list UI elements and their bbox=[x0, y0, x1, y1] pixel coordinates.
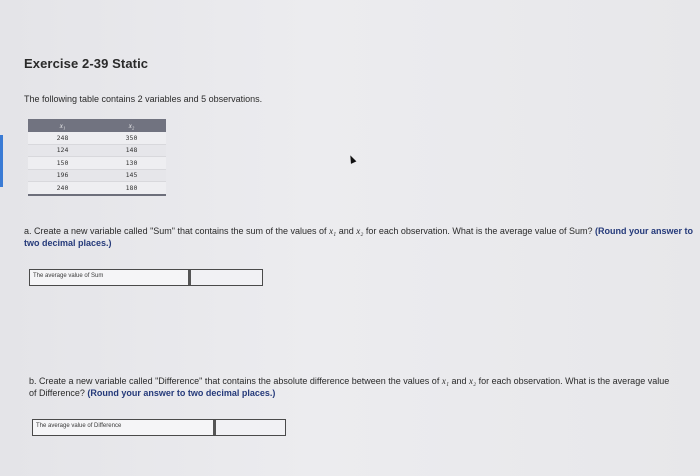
intro-text: The following table contains 2 variables and 5 observations. bbox=[24, 94, 263, 104]
question-a-text: and bbox=[336, 226, 357, 236]
column-header-x2: x₂ bbox=[97, 119, 166, 132]
question-b-text: for each observation. What is the average value of Difference? bbox=[29, 376, 670, 398]
question-a bbox=[24, 225, 694, 249]
mouse-cursor-icon bbox=[348, 154, 357, 164]
table-row bbox=[28, 132, 166, 144]
variable-x2: x₂ bbox=[356, 226, 364, 236]
sum-answer-input[interactable] bbox=[189, 270, 262, 285]
question-b-text: b. Create a new variable called "Difference" that contains the absolute difference between the values of bbox=[29, 376, 442, 386]
rounding-instruction: (Round your answer to two decimal places.) bbox=[24, 226, 693, 248]
table-row bbox=[28, 157, 166, 170]
variable-x1: x₁ bbox=[329, 226, 337, 236]
table-cell: 180 bbox=[97, 182, 166, 195]
sum-answer-row bbox=[29, 269, 263, 286]
table-cell: 124 bbox=[28, 144, 97, 157]
question-a-text: for each observation. What is the average value of Sum? bbox=[363, 226, 595, 236]
table-cell: 240 bbox=[28, 182, 97, 195]
table-row bbox=[28, 169, 166, 182]
variable-x1: x₁ bbox=[441, 376, 449, 386]
table-cell: 248 bbox=[28, 132, 97, 144]
question-b-text: and bbox=[448, 376, 469, 386]
column-header-x1: x₁ bbox=[28, 119, 97, 132]
difference-answer-input[interactable] bbox=[214, 420, 285, 435]
sum-answer-label: The average value of Sum bbox=[30, 270, 189, 285]
table-cell: 150 bbox=[28, 157, 97, 170]
page-title: Exercise 2-39 Static bbox=[24, 56, 149, 71]
difference-answer-row bbox=[32, 419, 286, 436]
table-header-row bbox=[28, 119, 166, 132]
table-row bbox=[28, 144, 166, 157]
data-table bbox=[28, 119, 166, 196]
variable-x2: x₂ bbox=[468, 376, 477, 386]
table-cell: 350 bbox=[97, 132, 166, 144]
difference-answer-label: The average value of Difference bbox=[33, 420, 214, 435]
question-a-text: a. Create a new variable called "Sum" that contains the sum of the values of bbox=[24, 226, 330, 236]
table-cell: 145 bbox=[97, 169, 166, 182]
question-b bbox=[29, 375, 679, 399]
table-cell: 196 bbox=[28, 169, 97, 182]
left-edge-accent bbox=[0, 135, 3, 187]
table-cell: 130 bbox=[97, 157, 166, 170]
table-cell: 148 bbox=[97, 144, 166, 157]
rounding-instruction: (Round your answer to two decimal places.) bbox=[87, 388, 276, 398]
table-row bbox=[28, 182, 166, 195]
